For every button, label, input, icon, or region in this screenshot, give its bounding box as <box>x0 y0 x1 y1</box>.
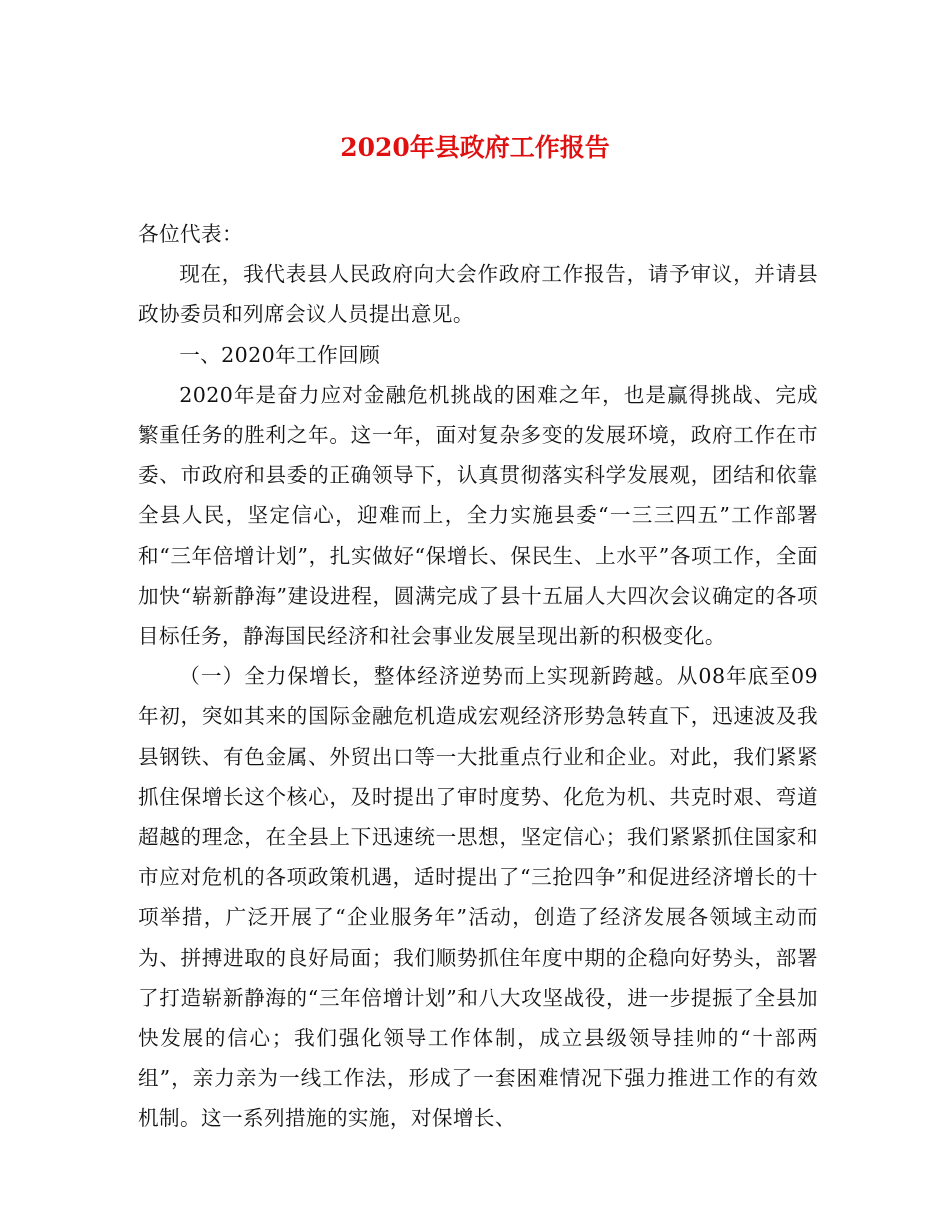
review-paragraph: 2020年是奋力应对金融危机挑战的困难之年，也是赢得挑战、完成繁重任务的胜利之年。这一年，面对复杂多变的发展环境，政府工作在市委、市政府和县委的正确领导下，认真贯彻落实科学发展观，团结和依靠全县人民，坚定信心，迎难而上，全力实施县委“一三三四五”工作部署和“三年倍增计划”，扎实做好“保增长、保民生、上水平”各项工作，全面加快“崭新静海”建设进程，圆满完成了县十五届人大四次会议确定的各项目标任务，静海国民经济和社会事业发展呈现出新的积极变化。 <box>138 382 818 649</box>
opening-paragraph: 现在，我代表县人民政府向大会作政府工作报告，请予审议，并请县政协委员和列席会议人员提出意见。 <box>138 262 818 327</box>
document-body <box>138 214 818 1139</box>
growth-paragraph: （一）全力保增长，整体经济逆势而上实现新跨越。从08年底至09年初，突如其来的国际金融危机造成宏观经济形势急转直下，迅速波及我县钢铁、有色金属、外贸出口等一大批重点行业和企业。对此，我们紧紧抓住保增长这个核心，及时提出了审时度势、化危为机、共克时艰、弯道超越的理念，在全县上下迅速统一思想，坚定信心；我们紧紧抓住国家和市应对危机的各项政策机遇，适时提出了“三抢四争”和促进经济增长的十项举措，广泛开展了“企业服务年”活动，创造了经济发展各领域主动而为、拼搏进取的良好局面；我们顺势抓住年度中期的企稳向好势头，部署了打造崭新静海的“三年倍增计划”和八大攻坚战役，进一步提振了全县加快发展的信心；我们强化领导工作体制，成立县级领导挂帅的“十部两组”，亲力亲为一线工作法，形成了一套困难情况下强力推进工作的有效机制。这一系列措施的实施，对保增长、 <box>138 664 818 1131</box>
section-heading: 一、2020年工作回顾 <box>179 342 381 367</box>
salutation: 各位代表： <box>138 222 243 246</box>
document-title: 2020年县政府工作报告 <box>340 133 610 162</box>
